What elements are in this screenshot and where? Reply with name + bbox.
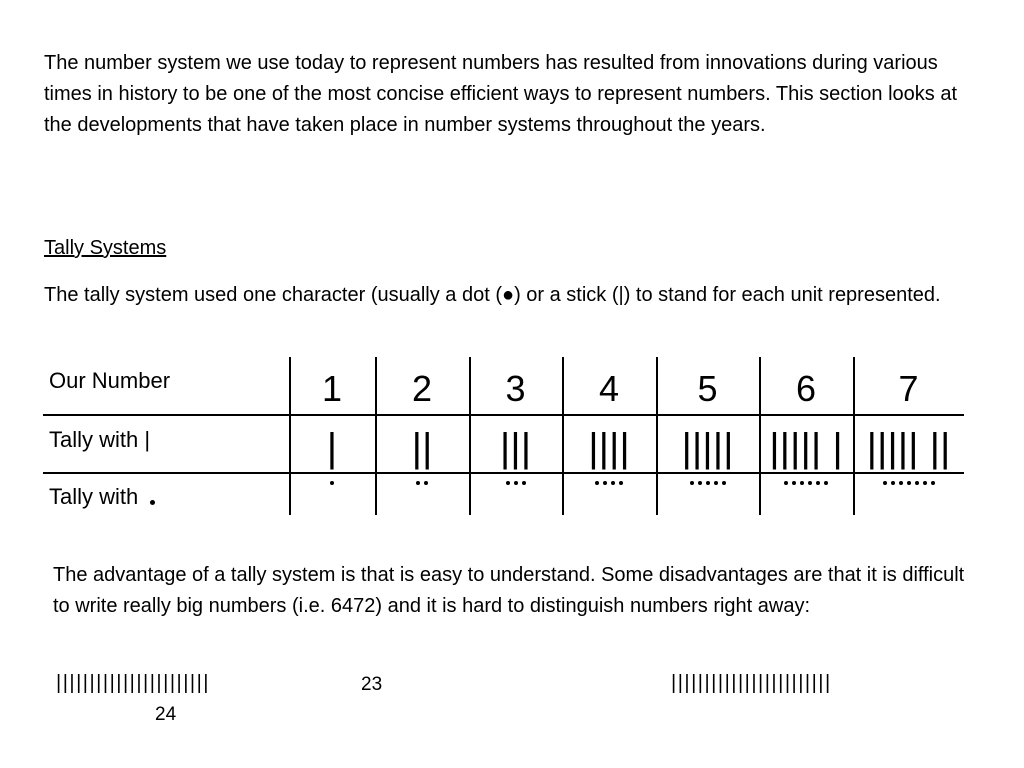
- tally-dot: [595, 481, 599, 485]
- tally-example-24-label: 24: [155, 704, 177, 725]
- tally-dot: [722, 481, 726, 485]
- dot-symbol: [150, 500, 155, 505]
- stick-tally-cell: ||||| ||: [866, 426, 951, 470]
- tally-dot: [923, 481, 927, 485]
- tally-dot: [792, 481, 796, 485]
- dot-tally-cell: [759, 473, 853, 493]
- tally-dot: [611, 481, 615, 485]
- stick-tally-cell: ||: [411, 426, 433, 470]
- tally-dot: [915, 481, 919, 485]
- tally-dot: [800, 481, 804, 485]
- tally-dot: [714, 481, 718, 485]
- tally-dot: [784, 481, 788, 485]
- dot-tally-cell: [853, 473, 964, 493]
- tally-dot: [330, 481, 334, 485]
- stick-tally-cell: ||||| |: [769, 426, 843, 470]
- tally-dot: [824, 481, 828, 485]
- dot-tally-cell: [289, 473, 375, 493]
- stick-tally-cell: ||||: [588, 426, 630, 470]
- number-cell: 5: [697, 368, 718, 409]
- dot-tally-cell: [656, 473, 759, 493]
- section-heading: Tally Systems: [44, 237, 167, 259]
- tally-dot: [891, 481, 895, 485]
- tally-dot: [424, 481, 428, 485]
- tally-dot: [706, 481, 710, 485]
- row-label-tally-dot-text: Tally with: [49, 484, 139, 509]
- stick-tally-cell: |||: [499, 426, 532, 470]
- tally-table: [43, 357, 964, 515]
- row-label-tally-dot: [49, 484, 155, 510]
- tally-dot: [698, 481, 702, 485]
- tally-dot: [899, 481, 903, 485]
- advantage-paragraph: The advantage of a tally system is that is easy to understand. Some disadvantages are that it is difficult to write really big numbers (i.e. 6472) and it is hard to distinguish numbers right away:: [53, 564, 965, 617]
- tally-dot: [883, 481, 887, 485]
- tally-dot: [603, 481, 607, 485]
- tally-example-24: ||||||||||||||||||||||||: [671, 672, 832, 694]
- number-cell: 6: [795, 368, 817, 409]
- number-cell: 3: [505, 368, 526, 409]
- tally-dot: [931, 481, 935, 485]
- tally-example-23: |||||||||||||||||||||||: [56, 672, 210, 694]
- row-label-tally-stick: Tally with |: [49, 427, 151, 452]
- stick-tally-cell: |||||: [681, 426, 734, 470]
- number-cell: 2: [411, 368, 433, 409]
- tally-dot: [514, 481, 518, 485]
- number-cell: 1: [321, 368, 343, 409]
- row-label-our-number: Our Number: [49, 368, 171, 393]
- tally-dot: [808, 481, 812, 485]
- tally-dot: [816, 481, 820, 485]
- number-cell: 4: [598, 368, 620, 409]
- dot-tally-cell: [469, 473, 562, 493]
- tally-dot: [416, 481, 420, 485]
- table-divider: [43, 414, 964, 416]
- tally-description: The tally system used one character (usually a dot (●) or a stick (|) to stand for each unit represented.: [44, 284, 941, 306]
- tally-dot: [690, 481, 694, 485]
- tally-dot: [506, 481, 510, 485]
- number-cell: 7: [898, 368, 919, 409]
- dot-tally-cell: [562, 473, 656, 493]
- tally-dot: [522, 481, 526, 485]
- dot-tally-cell: [375, 473, 469, 493]
- stick-tally-cell: |: [326, 426, 338, 470]
- intro-paragraph: The number system we use today to represent numbers has resulted from innovations during various times in history to be one of the most concise efficient ways to represent numbers. This section looks at the developments that have taken place in number systems throughout the years.: [44, 52, 958, 136]
- tally-dot: [619, 481, 623, 485]
- tally-example-23-label: 23: [361, 674, 383, 695]
- tally-dot: [907, 481, 911, 485]
